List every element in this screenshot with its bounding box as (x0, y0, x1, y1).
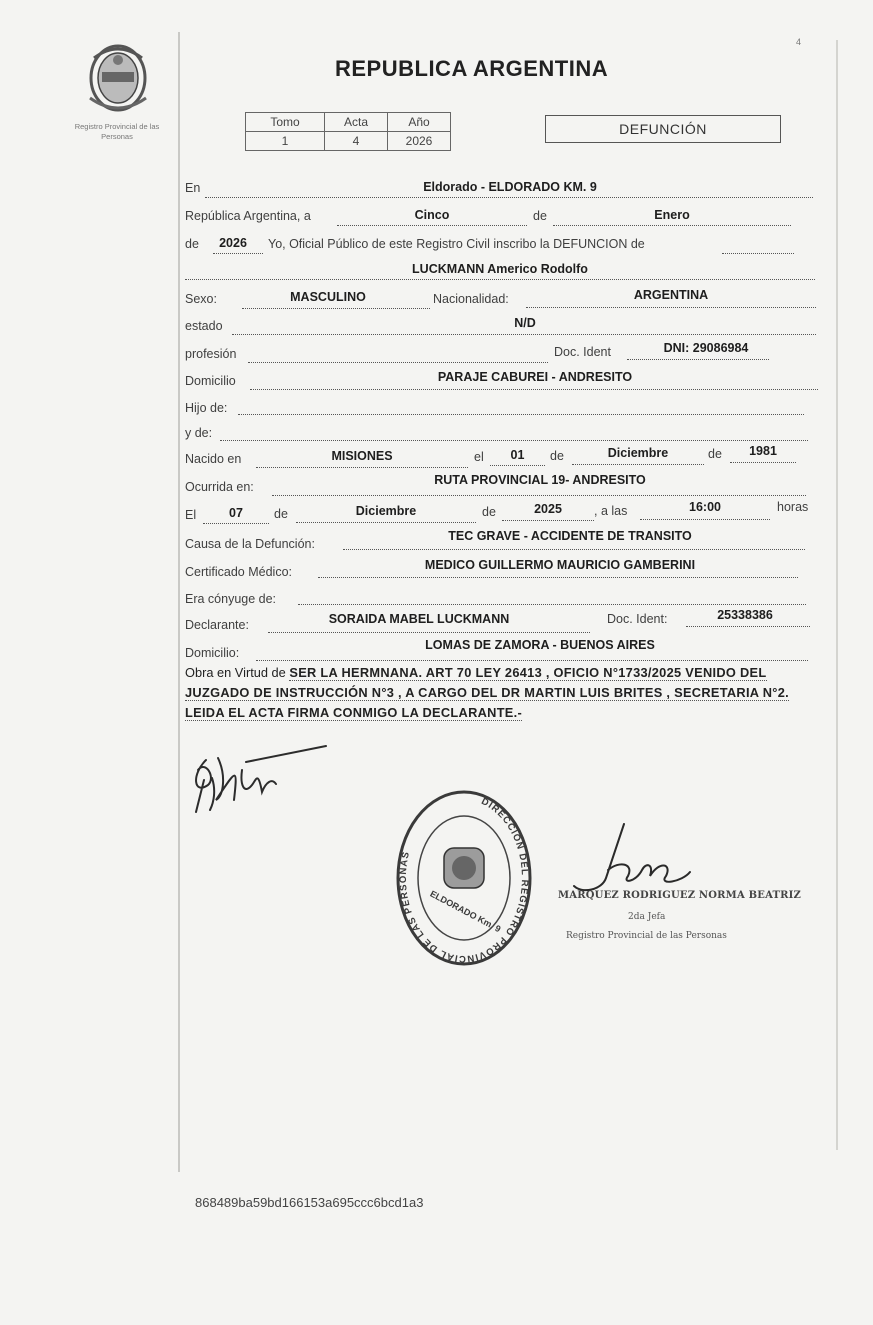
birth-year-line (730, 462, 796, 463)
declarante-line (268, 632, 590, 633)
page-right-border (836, 40, 838, 1150)
nacionalidad-line (526, 307, 816, 308)
tomo-header: Tomo (246, 113, 325, 132)
republica-label: República Argentina, a (185, 209, 311, 223)
doc-ident-label: Doc. Ident (554, 345, 611, 359)
death-year-line (502, 520, 594, 521)
sexo-value: MASCULINO (290, 290, 366, 304)
doc-ident2-label: Doc. Ident: (607, 612, 668, 626)
death-time-line (640, 519, 770, 520)
yo-text: Yo, Oficial Público de este Registro Civil inscribo la DEFUNCION de (268, 237, 645, 251)
conyuge-label: Era cónyuge de: (185, 592, 277, 606)
de6-label: de (482, 505, 496, 519)
en-value: Eldorado - ELDORADO KM. 9 (423, 180, 597, 194)
day-line (337, 225, 527, 226)
official-role: 2da Jefa (628, 912, 666, 922)
document-hash: 868489ba59bd166153a695ccc6bcd1a3 (195, 1195, 424, 1210)
deceased-name: LUCKMANN Americo Rodolfo (412, 262, 588, 276)
acta-value: 4 (325, 132, 388, 151)
alas-label: , a las (594, 504, 628, 518)
page-number: 4 (796, 37, 802, 47)
stamp-ring-text: DIRECCIÓN DEL REGISTRO PROVINCIAL DE LAS PERSONAS (397, 796, 531, 965)
el2-label: El (185, 508, 197, 522)
stamp-location: ELDORADO Km. 9 (428, 888, 503, 935)
month-line (553, 225, 791, 226)
birth-day-line (490, 465, 545, 466)
el-label: el (474, 450, 484, 464)
profesion-line (248, 362, 548, 363)
birth-day-value: 01 (510, 448, 525, 462)
year-line (213, 253, 263, 254)
page-title: REPUBLICA ARGENTINA (335, 56, 609, 81)
certificado-label: Certificado Médico: (185, 565, 292, 579)
doc-ident2-line (686, 626, 810, 627)
declarant-signature (186, 740, 336, 820)
declarante-label: Declarante: (185, 618, 249, 632)
de5-label: de (274, 507, 288, 521)
official-org: Registro Provincial de las Personas (566, 931, 727, 941)
obra-value: SER LA HERMNANA. ART 70 LEY 26413 , OFICIO N°1733/2025 VENIDO DEL JUZGADO DE INSTRUCCIÓN N°3 , A CARGO DEL DR MARTIN LUIS BRITES , SECRETARIA N°2. LEIDA EL ACTA FIRMA CONMIGO LA DECLARANTE.- (185, 665, 789, 720)
hijo-label: Hijo de: (185, 401, 228, 415)
yo-line (722, 253, 794, 254)
nacido-line (256, 467, 468, 468)
nacionalidad-value: ARGENTINA (633, 288, 709, 302)
ocurrida-line (272, 495, 806, 496)
province-emblem-icon (80, 38, 156, 116)
de-label: de (533, 209, 547, 223)
anio-header: Año (388, 113, 451, 132)
causa-line (343, 549, 805, 550)
nacido-label: Nacido en (185, 452, 242, 466)
birth-year-value: 1981 (749, 444, 777, 458)
ocurrida-label: Ocurrida en: (185, 480, 254, 494)
estado-label: estado (185, 319, 223, 333)
en-label: En (185, 181, 201, 195)
death-time-value: 16:00 (689, 500, 721, 514)
anio-value: 2026 (388, 132, 451, 151)
sexo-line (242, 308, 430, 309)
profesion-label: profesión (185, 347, 237, 361)
nacido-value: MISIONES (331, 449, 393, 463)
domicilio2-line (256, 660, 808, 661)
doc-ident-value: DNI: 29086984 (663, 341, 749, 355)
name-line (185, 279, 815, 280)
estado-value: N/D (514, 316, 536, 330)
obra-label: Obra en Virtud de (185, 665, 286, 680)
domicilio-label: Domicilio (185, 374, 236, 388)
domicilio-line (250, 389, 818, 390)
death-day-line (203, 523, 269, 524)
month-value: Enero (654, 208, 690, 222)
birth-month-line (572, 464, 704, 465)
official-signature (562, 820, 712, 900)
de3-label: de (550, 449, 564, 463)
death-year-value: 2025 (534, 502, 562, 516)
death-month-value: Diciembre (355, 504, 417, 518)
year-value: 2026 (219, 236, 247, 250)
conyuge-line (298, 604, 806, 605)
de2-label: de (185, 237, 199, 251)
page-left-border (178, 32, 180, 1172)
day-value: Cinco (414, 208, 450, 222)
logo-caption: Registro Provincial de las Personas (74, 122, 160, 141)
declarante-value: SORAIDA MABEL LUCKMANN (328, 612, 510, 626)
causa-label: Causa de la Defunción: (185, 537, 315, 551)
certificado-value: MEDICO GUILLERMO MAURICIO GAMBERINI (424, 558, 696, 572)
nacionalidad-label: Nacionalidad: (433, 292, 509, 306)
birth-month-value: Diciembre (607, 446, 669, 460)
registry-stamp (392, 786, 536, 970)
doc-ident2-value: 25338386 (717, 608, 773, 622)
sexo-label: Sexo: (185, 292, 217, 306)
en-line (205, 197, 813, 198)
horas-label: horas (777, 500, 809, 514)
de4-label: de (708, 447, 722, 461)
acta-header: Acta (325, 113, 388, 132)
death-month-line (296, 522, 476, 523)
domicilio-value: PARAJE CABUREI - ANDRESITO (437, 370, 633, 384)
domicilio2-value: LOMAS DE ZAMORA - BUENOS AIRES (425, 638, 655, 652)
death-day-value: 07 (229, 506, 243, 520)
doc-ident-line (627, 359, 769, 360)
ocurrida-value: RUTA PROVINCIAL 19- ANDRESITO (434, 473, 646, 487)
official-name: MARQUEZ RODRIGUEZ NORMA BEATRIZ (558, 890, 802, 901)
hijo-line (238, 414, 804, 415)
tomo-value: 1 (246, 132, 325, 151)
causa-value: TEC GRAVE - ACCIDENTE DE TRANSITO (448, 529, 692, 543)
estado-line (232, 334, 816, 335)
yde-line (220, 440, 808, 441)
document-type-box: DEFUNCIÓN (545, 115, 781, 143)
registry-table (245, 112, 451, 151)
yde-label: y de: (185, 426, 213, 440)
domicilio2-label: Domicilio: (185, 646, 240, 660)
obra-paragraph (185, 663, 825, 723)
certificado-line (318, 577, 798, 578)
